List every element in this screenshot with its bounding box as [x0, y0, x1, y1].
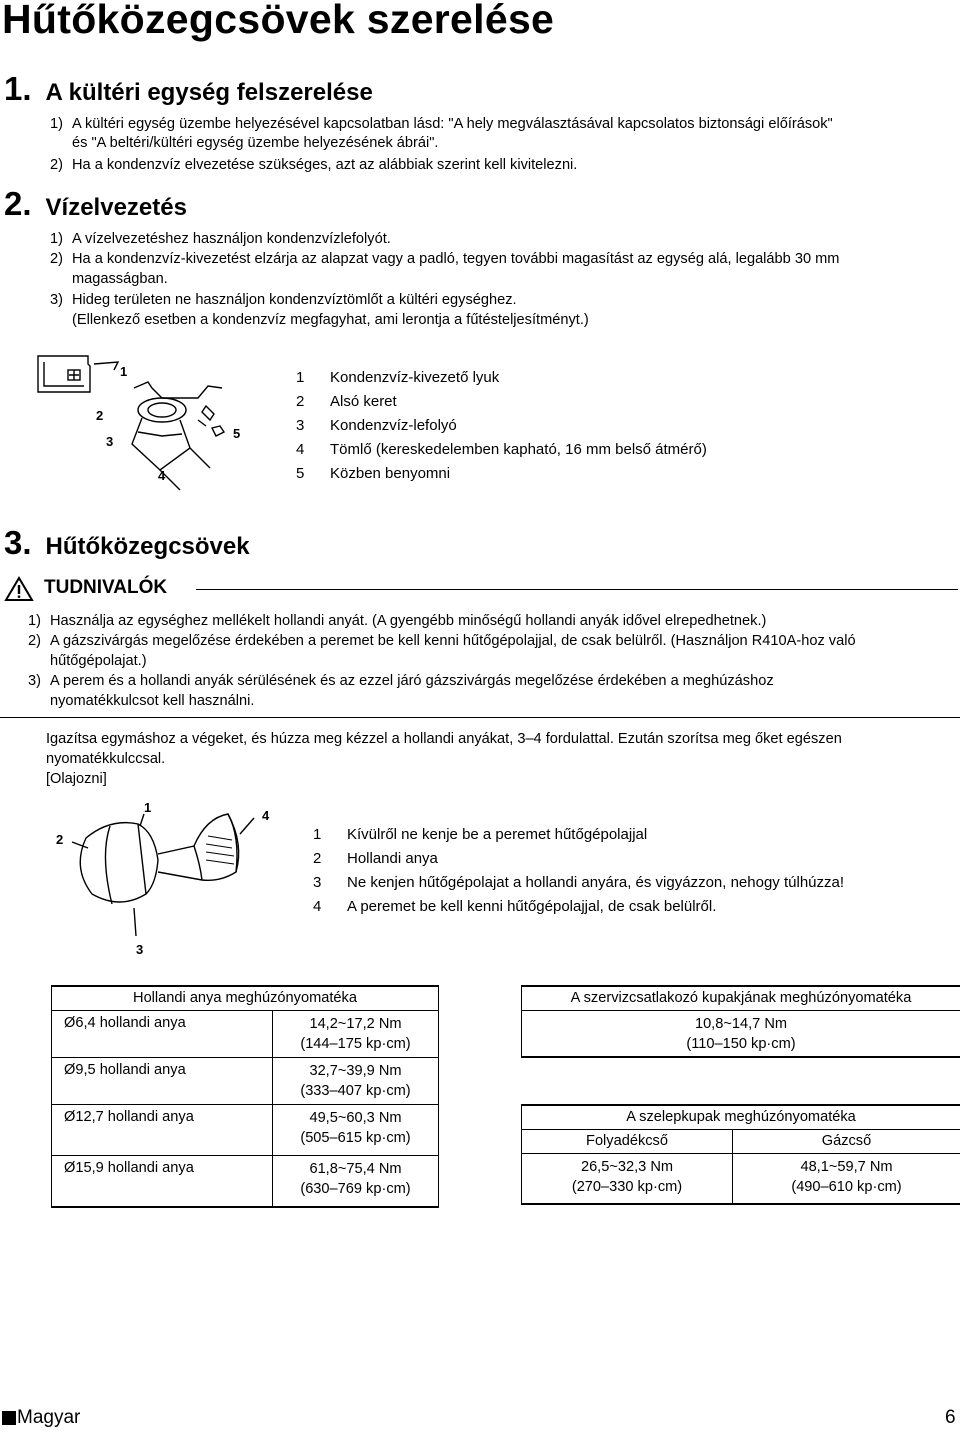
- caution-item-3-cont: nyomatékkulcsot kell használni.: [50, 693, 255, 709]
- drain-hose: [132, 418, 190, 470]
- table-header: A szervizcsatlakozó kupakjának meghúzónyomatéka: [522, 986, 960, 1010]
- legend-item: 3 Ne kenjen hűtőgépolajat a hollandi anyára, és vigyázzon, nehogy túlhúzza!: [313, 874, 845, 891]
- table-row: [522, 1129, 960, 1153]
- section-2-number: 2.: [4, 185, 32, 222]
- table-cell: 48,1~59,7 Nm (490–610 kp·cm): [733, 1153, 960, 1204]
- table-row: [522, 1010, 960, 1057]
- page-title: Hűtőközegcsövek szerelése: [2, 0, 555, 42]
- caution-item-3: 3) A perem és a hollandi anyák sérülésének és az ezzel járó gázszivárgás megelőzése érdekében a meghúzáshoz: [28, 673, 774, 689]
- section-2-title: Vízelvezetés: [45, 194, 187, 221]
- legend-item: 2 Alsó keret: [296, 393, 397, 410]
- section-2-item-3-cont: (Ellenkező esetben a kondenzvíz megfagyhat, ami lerontja a fűtésteljesítményt.): [72, 312, 589, 328]
- bottom-frame: [134, 382, 222, 398]
- oil-label: [Olajozni]: [46, 771, 107, 787]
- flare-legend: [313, 823, 844, 919]
- flare-nut-body: [80, 823, 146, 902]
- table-row: [52, 1057, 439, 1104]
- table-cell: 61,8~75,4 Nm (630–769 kp·cm): [273, 1155, 439, 1207]
- drain-figure: [30, 352, 270, 492]
- table-column-header: Gázcső: [733, 1129, 960, 1153]
- table-cell: Ø12,7 hollandi anya: [52, 1104, 273, 1155]
- fig-label-2: 2: [56, 832, 64, 847]
- caution-item-2: 2) A gázszivárgás megelőzése érdekében a peremet be kell kenni hűtőgépolajjal, de csak belülről. (Használjon R410A-hoz való: [28, 633, 856, 649]
- legend-item: 1 Kondenzvíz-kivezető lyuk: [296, 369, 500, 386]
- section-1-title: A kültéri egység felszerelése: [45, 79, 373, 106]
- table-cell: Ø6,4 hollandi anya: [52, 1010, 273, 1057]
- fig-label-3: 3: [106, 434, 114, 449]
- section-2-item-2: 2) Ha a kondenzvíz-kivezetést elzárja az alapzat vagy a padló, tegyen további magasítást az egység alá, legalább 30 mm: [50, 251, 840, 267]
- fig-label-2: 2: [96, 408, 104, 423]
- table-column-header: Folyadékcső: [522, 1129, 733, 1153]
- legend-item: 2 Hollandi anya: [313, 850, 438, 867]
- table-cell: Ø15,9 hollandi anya: [52, 1155, 273, 1207]
- caution-title: TUDNIVALÓK: [44, 577, 168, 598]
- drain-legend: [296, 366, 707, 486]
- fig-label-4: 4: [262, 808, 270, 823]
- section-2-item-1: 1) A vízelvezetéshez használjon kondenzvízlefolyót.: [50, 231, 391, 247]
- drain-socket: [138, 398, 186, 422]
- table-row: [52, 1155, 439, 1207]
- page-number: 6: [945, 1407, 956, 1428]
- legend-item: 4 A peremet be kell kenni hűtőgépolajjal, de csak belülről.: [313, 898, 717, 915]
- instruction-line-2: nyomatékkulccsal.: [46, 751, 166, 767]
- section-1-heading: [4, 70, 373, 108]
- section-3-number: 3.: [4, 524, 32, 561]
- leader-line: [94, 362, 118, 370]
- footer-square-icon: [2, 1411, 16, 1425]
- push-arrow-icon: [202, 406, 214, 420]
- table-cell: 14,2~17,2 Nm (144–175 kp·cm): [273, 1010, 439, 1057]
- table-row: [522, 1153, 960, 1204]
- flare-nut-torque-table: [51, 985, 439, 1208]
- section-3-heading: [4, 524, 250, 562]
- valve-cap-torque-table: [521, 1104, 960, 1205]
- table-cell: Ø9,5 hollandi anya: [52, 1057, 273, 1104]
- service-cap-torque-table: [521, 985, 960, 1058]
- section-1-item-1: 1) A kültéri egység üzembe helyezésével kapcsolatban lásd: "A hely megválasztásával kapcsolatos biztonsági előírások": [50, 116, 833, 132]
- fig-label-1: 1: [120, 364, 128, 379]
- flare-nut-figure: [50, 796, 290, 961]
- legend-item: 3 Kondenzvíz-lefolyó: [296, 417, 457, 434]
- legend-item: 4 Tömlő (kereskedelemben kapható, 16 mm belső átmérő): [296, 441, 707, 458]
- table-row: [52, 1010, 439, 1057]
- fig-label-3: 3: [136, 942, 144, 957]
- fig-label-4: 4: [158, 468, 166, 483]
- table-cell: 49,5~60,3 Nm (505–615 kp·cm): [273, 1104, 439, 1155]
- table-header: A szelepkupak meghúzónyomatéka: [522, 1105, 960, 1129]
- fig-label-5: 5: [233, 426, 241, 441]
- section-1-number: 1.: [4, 70, 32, 107]
- fig-label-1: 1: [144, 800, 152, 815]
- caution-item-2-cont: hűtőgépolajat.): [50, 653, 147, 669]
- table-cell: 26,5~32,3 Nm (270–330 kp·cm): [522, 1153, 733, 1204]
- instruction-line-1: Igazítsa egymáshoz a végeket, és húzza meg kézzel a hollandi anyákat, 3–4 fordulattal. Ezután szorítsa meg őket egészen: [46, 731, 842, 747]
- footer-language: Magyar: [17, 1407, 81, 1428]
- caution-divider-bottom: [0, 717, 960, 718]
- table-row: [52, 1104, 439, 1155]
- section-2-item-3: 3) Hideg területen ne használjon kondenzvíztömlőt a kültéri egységhez.: [50, 292, 517, 308]
- caution-item-1: 1) Használja az egységhez mellékelt hollandi anyát. (A gyengébb minőségű hollandi anyák idővel elrepedhetnek.): [28, 613, 767, 629]
- section-2-heading: [4, 185, 187, 223]
- section-1-item-2: 2) Ha a kondenzvíz elvezetése szükséges, azt az alábbiak szerint kell kivitelezni.: [50, 157, 578, 173]
- table-cell: 32,7~39,9 Nm (333–407 kp·cm): [273, 1057, 439, 1104]
- warning-icon: [4, 576, 34, 602]
- section-2-item-2-cont: magasságban.: [72, 271, 168, 287]
- section-3-title: Hűtőközegcsövek: [45, 533, 250, 560]
- legend-item: 1 Kívülről ne kenje be a peremet hűtőgépolajjal: [313, 826, 648, 843]
- section-1-item-1-cont: és "A beltéri/kültéri egység üzembe helyezésének ábrái".: [72, 135, 439, 151]
- table-header: Hollandi anya meghúzónyomatéka: [52, 986, 439, 1010]
- table-cell: 10,8~14,7 Nm (110–150 kp·cm): [522, 1010, 960, 1057]
- legend-item: 5 Közben benyomni: [296, 465, 451, 482]
- caution-divider-top: [196, 589, 958, 590]
